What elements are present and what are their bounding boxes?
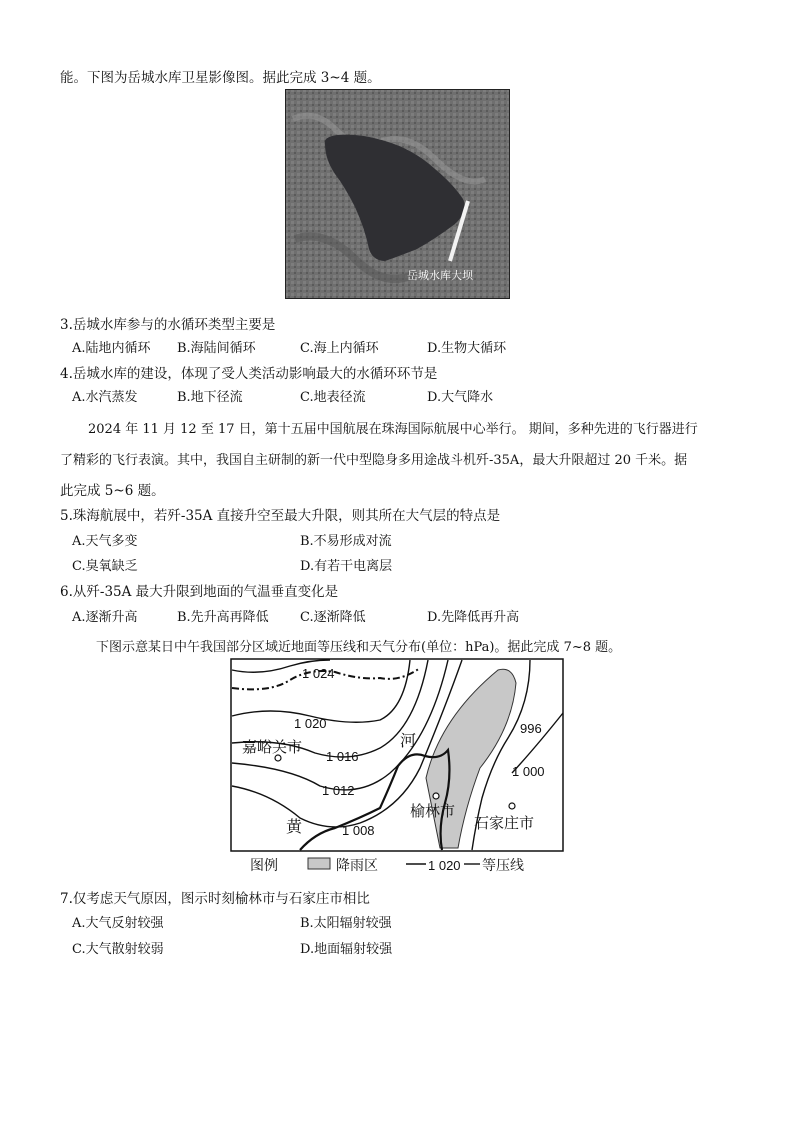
city-shijiazhuang: 石家庄市 (474, 815, 535, 832)
legend-title: 图例 (250, 857, 278, 873)
river-char-he: 河 (400, 733, 417, 750)
q6-option-a: A.逐渐升高 (72, 610, 138, 625)
legend-isobar-value: 1 020 (428, 858, 461, 873)
q5-option-a: A.天气多变 (72, 534, 138, 549)
q4-stem: 4.岳城水库的建设，体现了受人类活动影响最大的水循环环节是 (60, 366, 438, 382)
legend-rain-label: 降雨区 (336, 857, 378, 873)
dam-label: 岳城水库大坝 (407, 270, 473, 282)
isobar-label-1000: 1 000 (512, 764, 545, 779)
q6-stem: 6.从歼-35A 最大升限到地面的气温垂直变化是 (60, 584, 339, 600)
q7-stem: 7.仅考虑天气原因，图示时刻榆林市与石家庄市相比 (60, 891, 370, 907)
q5-option-b: B.不易形成对流 (300, 534, 392, 549)
city-jiayuguan: 嘉峪关市 (242, 739, 303, 756)
q6-option-d: D.先降低再升高 (427, 610, 520, 625)
q3-stem: 3.岳城水库参与的水循环类型主要是 (60, 317, 276, 333)
river-char-huang: 黄 (286, 819, 303, 836)
isobar-label-1020: 1 020 (294, 716, 327, 731)
reservoir-satellite-image (285, 89, 510, 299)
shijiazhuang-dot (509, 803, 515, 809)
q7-option-a: A.大气反射较强 (72, 916, 164, 931)
city-yulin: 榆林市 (410, 803, 456, 820)
isobar-label-1016: 1 016 (326, 749, 359, 764)
isobar-label-996: 996 (520, 721, 542, 736)
isobar-label-1008: 1 008 (342, 823, 375, 838)
q7-option-d: D.地面辐射较强 (300, 942, 393, 957)
q5-option-d: D.有若干电离层 (300, 559, 393, 574)
passage2-line1: 2024 年 11 月 12 至 17 日，第十五届中国航展在珠海国际航展中心举行。 期间，多种先进的飞行器进行 (88, 422, 698, 437)
isobar-weather-map (230, 658, 565, 876)
legend-rain-swatch (308, 858, 330, 869)
yulin-dot (433, 793, 439, 799)
q5-option-c: C.臭氧缺乏 (72, 559, 138, 574)
q4-option-a: A.水汽蒸发 (72, 390, 138, 405)
q3-option-d: D.生物大循环 (427, 341, 507, 356)
passage2-line2: 了精彩的飞行表演。其中，我国自主研制的新一代中型隐身多用途战斗机歼-35A，最大升限超过 20 千米。据 (60, 453, 688, 468)
q7-option-c: C.大气散射较弱 (72, 942, 164, 957)
q4-option-b: B.地下径流 (177, 390, 243, 405)
q3-option-a: A.陆地内循环 (72, 341, 151, 356)
q6-option-b: B.先升高再降低 (177, 610, 269, 625)
q6-option-c: C.逐渐降低 (300, 610, 366, 625)
q5-stem: 5.珠海航展中，若歼-35A 直接升空至最大升限，则其所在大气层的特点是 (60, 508, 501, 524)
isobar-label-1012: 1 012 (322, 783, 355, 798)
q4-option-d: D.大气降水 (427, 390, 494, 405)
q4-option-c: C.地表径流 (300, 390, 366, 405)
passage2-line3: 此完成 5~6 题。 (60, 483, 165, 499)
passage3: 下图示意某日中午我国部分区域近地面等压线和天气分布(单位：hPa)。据此完成 7~8 题。 (96, 640, 622, 655)
isobar-label-1024: 1 024 (302, 666, 335, 681)
q3-option-b: B.海陆间循环 (177, 341, 256, 356)
intro-line: 能。下图为岳城水库卫星影像图。据此完成 3~4 题。 (60, 70, 381, 86)
q3-option-c: C.海上内循环 (300, 341, 379, 356)
legend-isobar-label: 等压线 (482, 857, 524, 873)
q7-option-b: B.太阳辐射较强 (300, 916, 392, 931)
